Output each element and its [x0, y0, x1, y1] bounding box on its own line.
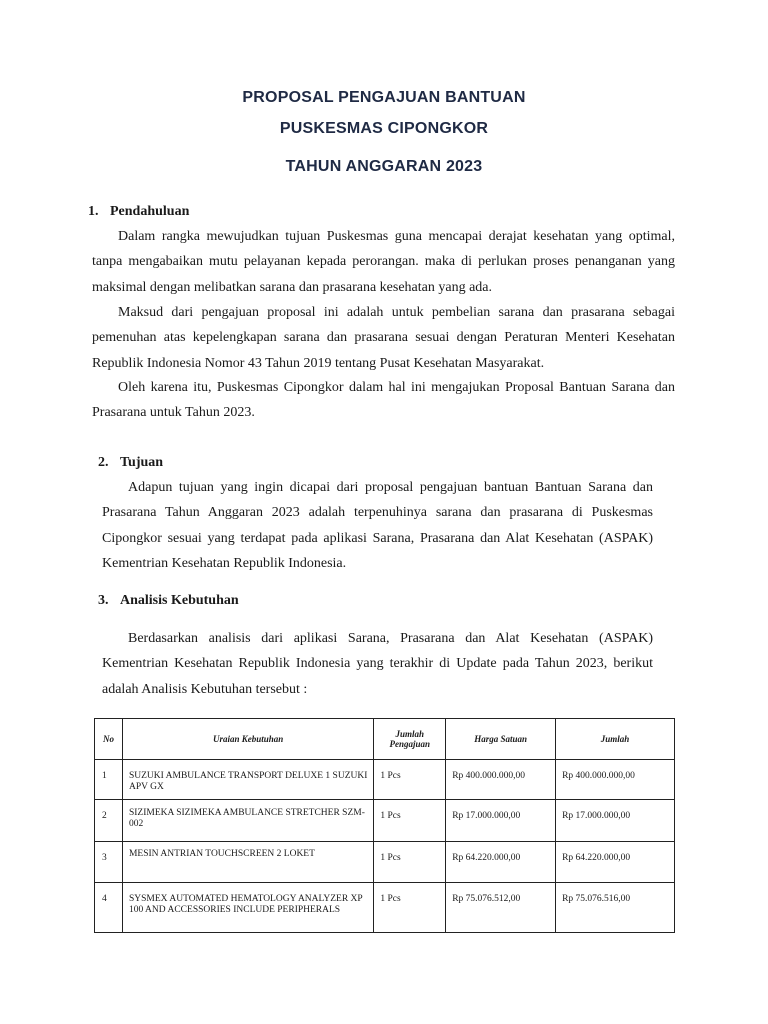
row-no: 1: [95, 760, 123, 800]
row-jumlah: Rp 400.000.000,00: [556, 760, 675, 800]
row-no: 4: [95, 883, 123, 933]
header-jumlah-pengajuan: Jumlah Pengajuan: [374, 719, 446, 760]
section-2-title: Tujuan: [120, 455, 164, 470]
row-qty: 1 Pcs: [374, 800, 446, 842]
table-row: [95, 760, 675, 800]
document-title-line-2: PUSKESMAS CIPONGKOR: [279, 120, 489, 137]
section-3-title: Analisis Kebutuhan: [120, 593, 239, 608]
row-jumlah: Rp 64.220.000,00: [556, 842, 675, 883]
section-3-paragraph-1: Berdasarkan analisis dari aplikasi Sarana, Prasarana dan Alat Kesehatan (ASPAK) Kementrian Kesehatan Republik Indonesia yang terakhir di Update pada Tahun 2023, berikut adalah Analisis Kebutuhan tersebut :: [102, 631, 653, 697]
section-2-heading: [98, 455, 163, 471]
row-harga: Rp 75.076.512,00: [446, 883, 556, 933]
row-qty: 1 Pcs: [374, 883, 446, 933]
section-2-paragraph-1: Adapun tujuan yang ingin dicapai dari proposal pengajuan bantuan Bantuan Sarana dan Prasarana Tahun Anggaran 2023 adalah terpenuhinya sarana dan prasarana di Puskesmas Cipongkor sesuai yang terdapat pada aplikasi Sarana, Prasarana dan Alat Kesehatan (ASPAK) Kementrian Kesehatan Republik Indonesia.: [102, 480, 653, 571]
section-1-paragraph-2: Maksud dari pengajuan proposal ini adalah untuk pembelian sarana dan prasarana sebagai pemenuhan atas kepelengkapan sarana dan prasarana sesuai dengan Peraturan Menteri Kesehatan Republik Indonesia Nomor 43 Tahun 2019 tentang Pusat Kesehatan Masyarakat.: [92, 305, 675, 371]
row-jumlah: Rp 75.076.516,00: [556, 883, 675, 933]
header-uraian: Uraian Kebutuhan: [122, 719, 373, 760]
row-no: 2: [95, 800, 123, 842]
section-1-number: 1.: [88, 204, 99, 219]
table-header-row: [95, 719, 675, 760]
row-no: 3: [95, 842, 123, 883]
row-harga: Rp 64.220.000,00: [446, 842, 556, 883]
table-row: [95, 800, 675, 842]
row-uraian: MESIN ANTRIAN TOUCHSCREEN 2 LOKET: [122, 842, 373, 883]
needs-analysis-table: [94, 718, 675, 933]
section-1-paragraph-1: Dalam rangka mewujudkan tujuan Puskesmas guna mencapai derajat kesehatan yang optimal, tanpa mengabaikan mutu pelayanan kepada perorangan. maka di perlukan proses penanganan yang maksimal dengan melibatkan sarana dan prasarana kesehatan yang ada.: [92, 229, 675, 295]
row-uraian: SIZIMEKA SIZIMEKA AMBULANCE STRETCHER SZM-002: [122, 800, 373, 842]
document-title-line-1: PROPOSAL PENGAJUAN BANTUAN: [242, 89, 526, 106]
row-uraian: SUZUKI AMBULANCE TRANSPORT DELUXE 1 SUZUKI APV GX: [122, 760, 373, 800]
section-3-heading: [98, 593, 239, 609]
section-2-number: 2.: [98, 455, 109, 470]
row-harga: Rp 400.000.000,00: [446, 760, 556, 800]
header-jumlah: Jumlah: [556, 719, 675, 760]
row-uraian: SYSMEX AUTOMATED HEMATOLOGY ANALYZER XP 100 AND ACCESSORIES INCLUDE PERIPHERALS: [122, 883, 373, 933]
row-harga: Rp 17.000.000,00: [446, 800, 556, 842]
row-jumlah: Rp 17.000.000,00: [556, 800, 675, 842]
row-qty: 1 Pcs: [374, 842, 446, 883]
section-1-title: Pendahuluan: [110, 204, 190, 219]
row-qty: 1 Pcs: [374, 760, 446, 800]
header-no: No: [95, 719, 123, 760]
section-3-number: 3.: [98, 593, 109, 608]
section-1-heading: [88, 204, 189, 220]
header-harga-satuan: Harga Satuan: [446, 719, 556, 760]
table-row: [95, 842, 675, 883]
section-1-paragraph-3: Oleh karena itu, Puskesmas Cipongkor dalam hal ini mengajukan Proposal Bantuan Sarana dan Prasarana untuk Tahun 2023.: [92, 380, 675, 421]
document-title-line-3: TAHUN ANGGARAN 2023: [285, 158, 483, 175]
table-row: [95, 883, 675, 933]
